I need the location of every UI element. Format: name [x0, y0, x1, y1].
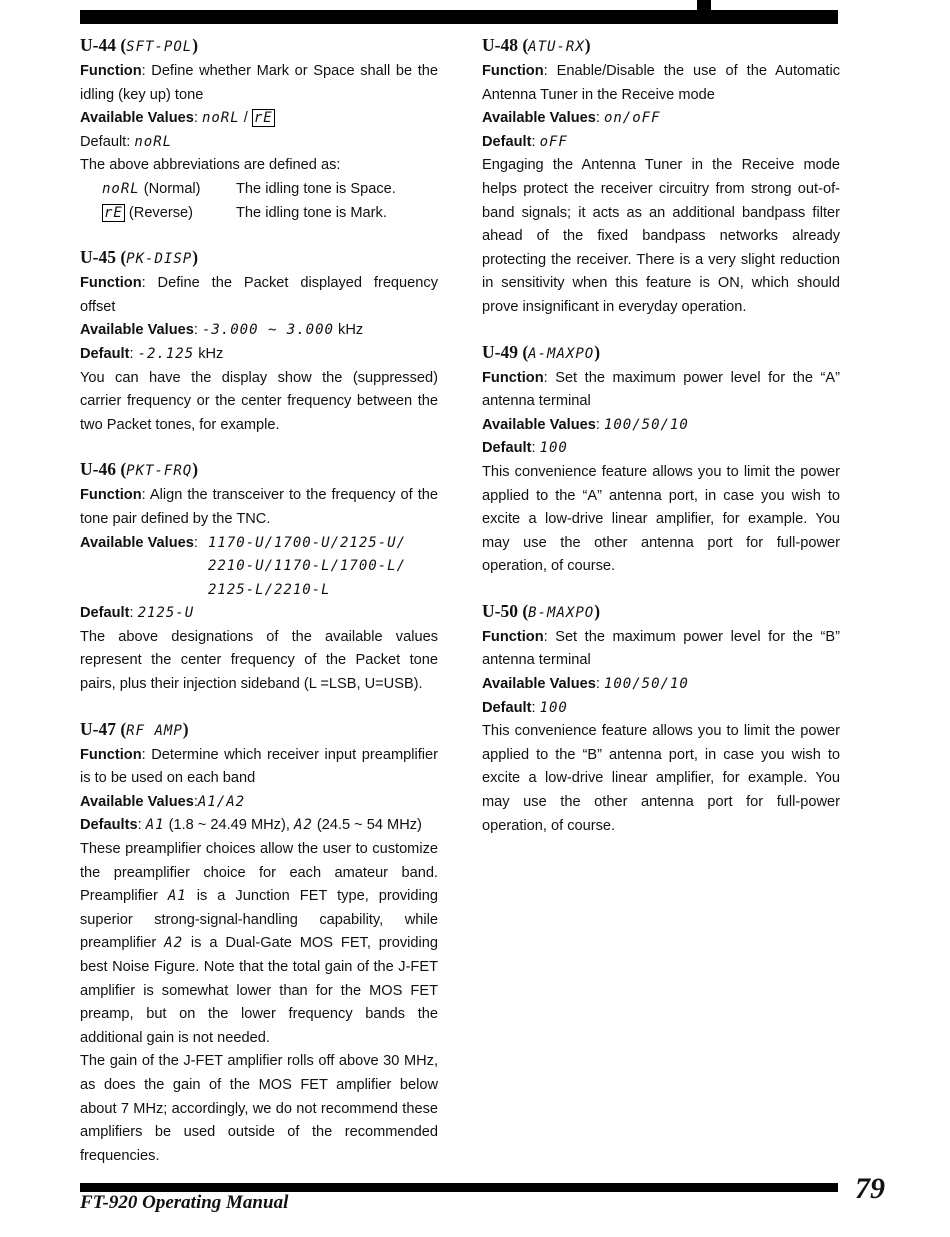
lcd-code: PKT-FRQ [126, 463, 193, 480]
section-heading: U-45 (PK-DISP) [80, 247, 199, 268]
function-line: Function: Define whether Mark or Space shall be the idling (key up) tone [80, 63, 438, 103]
default-line: Default: 100 [482, 440, 568, 457]
right-column [482, 33, 840, 858]
default-line: Defaults: A1 (1.8 ~ 24.49 MHz), A2 (24.5 ~ 54 MHz) [80, 817, 422, 834]
section-heading: U-46 (PKT-FRQ) [80, 459, 199, 480]
lcd-code: ATU-RX [528, 39, 585, 55]
body-text: This convenience feature allows you to limit the power applied to the “B” antenna port, in case you wish to excite a low-drive linear amplifier, for example. You may use the other antenna port for full-power operation, of course. [482, 723, 840, 834]
function-line: Function: Align the transceiver to the frequency of the tone pair defined by the TNC. [80, 487, 438, 527]
available-values: Available Values: 1170-U/1700-U/2125-U/ 2210-U/1170-L/1700-L/ 2125-L/2210-L [80, 534, 407, 598]
section-u48 [482, 33, 840, 320]
section-heading: U-50 (B-MAXPO) [482, 600, 601, 621]
abbr-intro: The above abbreviations are defined as: [80, 157, 341, 174]
function-line: Function: Determine which receiver input preamplifier is to be used on each band [80, 746, 438, 787]
header-fragment [697, 0, 711, 10]
body-text: The above designations of the available values represent the center frequency of the Packet tone pairs, plus their injection sideband (L =LSB, U=USB). [80, 628, 438, 693]
available-values: Available Values: on/oFF [482, 110, 661, 127]
available-values: Available Values:A1/A2 [80, 793, 246, 810]
section-u50 [482, 599, 840, 838]
default-line: Default: 2125-U [80, 605, 195, 622]
body-text: This convenience feature allows you to limit the power applied to the “A” antenna port, in case you wish to excite a low-drive linear amplifier, for example. You may use the other antenna port for full-power operation, of course. [482, 463, 840, 575]
section-heading: U-44 (SFT-POL) [80, 35, 199, 55]
body-text: Engaging the Antenna Tuner in the Receive mode helps protect the receiver circuitry from strong out-of-band signals; it acts as an additional bandpass filter ahead of the fixed bandpass networks already protecting the receiver. There is a very slight reduction in sensitivity when this feature is ON, which should prove insignificant in everyday operation. [482, 157, 840, 315]
footer-rule [80, 1183, 838, 1192]
section-u46 [80, 457, 438, 696]
footer-title: FT-920 Operating Manual [80, 1192, 289, 1213]
default-line: Default: noRL [80, 133, 173, 150]
header-rule [80, 10, 838, 24]
body-text: You can have the display show the (suppressed) carrier frequency or the center frequency between the two Packet tones, for example. [80, 369, 438, 433]
lcd-code: A-MAXPO [528, 345, 595, 362]
left-column [80, 33, 438, 1188]
available-values: Available Values: 100/50/10 [482, 676, 689, 693]
section-heading: U-47 (RF AMP) [80, 718, 189, 739]
lcd-code: SFT-POL [126, 39, 193, 55]
default-line: Default: 100 [482, 699, 568, 716]
abbr-row-normal: noRL (Normal) The idling tone is Space. [102, 180, 396, 197]
function-line: Function: Define the Packet displayed frequency offset [80, 275, 438, 315]
function-line: Function: Enable/Disable the use of the Automatic Antenna Tuner in the Receive mode [482, 63, 840, 103]
section-u49 [482, 340, 840, 579]
default-line: Default: oFF [482, 133, 568, 150]
function-line: Function: Set the maximum power level for the “B” antenna terminal [482, 628, 840, 669]
section-heading: U-49 (A-MAXPO) [482, 341, 601, 362]
abbr-row-reverse: rE (Reverse) The idling tone is Mark. [104, 204, 387, 221]
lcd-code: B-MAXPO [528, 604, 595, 621]
section-u44 [80, 33, 438, 225]
function-line: Function: Set the maximum power level for the “A” antenna terminal [482, 369, 840, 410]
available-values: Available Values: 100/50/10 [482, 416, 689, 433]
available-values: Available Values: noRL / rE [80, 110, 273, 127]
section-heading: U-48 (ATU-RX) [482, 35, 591, 55]
section-u47 [80, 717, 438, 1169]
available-values: Available Values: -3.000 ~ 3.000 kHz [80, 322, 364, 339]
page-number: 79 [855, 1172, 885, 1205]
section-u45 [80, 245, 438, 437]
default-line: Default: -2.125 kHz [80, 345, 224, 362]
body-text: These preamplifier choices allow the user to customize the preamplifier choice for each amateur band. Preamplifier A1 is a Junction FET type, providing superior strong-signal-handling capability, while preamplifier A2 is a Dual-Gate MOS FET, providing best Noise Figure. Note that the total gain of the J-FET amplifier is somewhat lower than for the MOS FET preamp, but on the lower frequency bands the additional gain is not needed. [80, 841, 439, 1046]
body-text: The gain of the J-FET amplifier rolls off above 30 MHz, as does the gain of the MOS FET amplifier below about 7 MHz; accordingly, we do not recommend these amplifiers be used outside of the recommended frequencies. [80, 1053, 438, 1164]
lcd-code: PK-DISP [126, 251, 193, 268]
lcd-code: RF AMP [126, 722, 183, 739]
